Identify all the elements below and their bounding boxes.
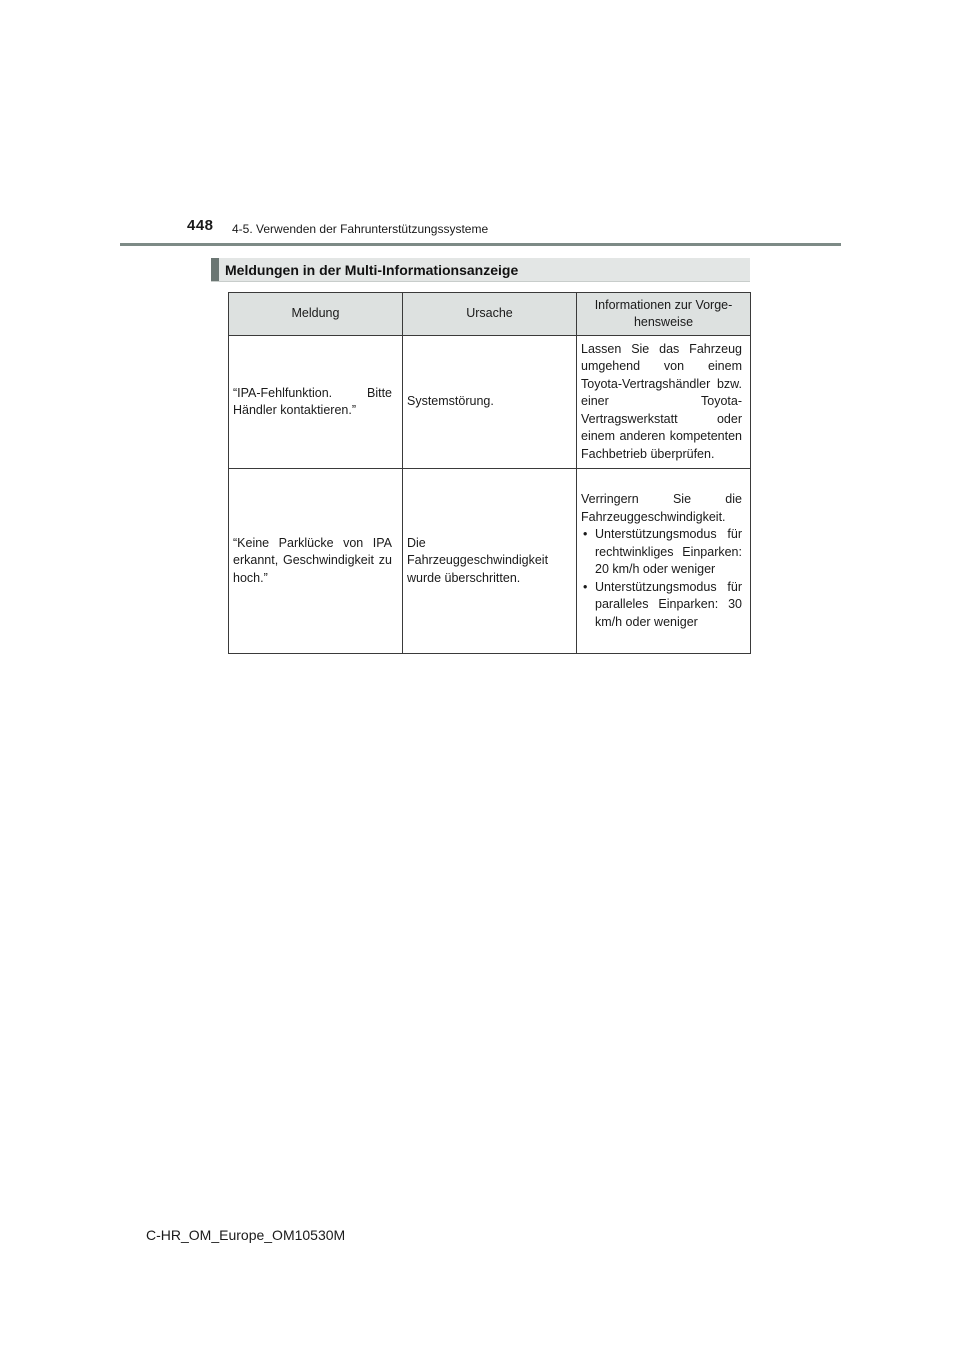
table-row [229, 336, 751, 469]
cause-cell: Systemstörung. [403, 336, 577, 469]
info-text: Verringern Sie die Fahrzeuggeschwindigkeit. [581, 492, 742, 524]
message-cell: “Keine Parklücke von IPA erkannt, Geschwindigkeit zu hoch.” [229, 469, 403, 654]
header-divider [120, 243, 841, 246]
document-code: C-HR_OM_Europe_OM10530M [146, 1227, 346, 1243]
cause-cell: Die Fahrzeuggeschwindigkeit wurde überschritten. [403, 469, 577, 654]
info-text: Lassen Sie das Fahrzeug umgehend von einem Toyota-Vertragshändler bzw. einer Toyota-Vertragswerkstatt oder einem anderen kompetenten Fachbetrieb überprüfen. [581, 341, 742, 461]
info-cell [577, 469, 751, 654]
info-list [581, 526, 742, 631]
list-item: • Unterstützungsmodus für paralleles Einparken: 30 km/h oder weniger [581, 579, 742, 632]
section-title: 4-5. Verwenden der Fahrunterstützungssysteme [232, 222, 489, 236]
column-header-info: Informationen zur Vorge-hensweise [577, 293, 751, 336]
table-header-row [229, 293, 751, 336]
section-heading-text: Meldungen in der Multi-Informationsanzeige [225, 261, 519, 278]
page-number: 448 [187, 217, 214, 234]
section-heading [211, 258, 750, 282]
heading-accent-bar [211, 258, 219, 281]
list-item: • Unterstützungsmodus für rechtwinkliges Einparken: 20 km/h oder weniger [581, 526, 742, 579]
column-header-cause: Ursache [403, 293, 577, 336]
info-cell [577, 336, 751, 469]
message-cell: “IPA-Fehlfunktion. Bitte Händler kontaktieren.” [229, 336, 403, 469]
messages-table [228, 292, 751, 654]
column-header-message: Meldung [229, 293, 403, 336]
table-row [229, 469, 751, 654]
